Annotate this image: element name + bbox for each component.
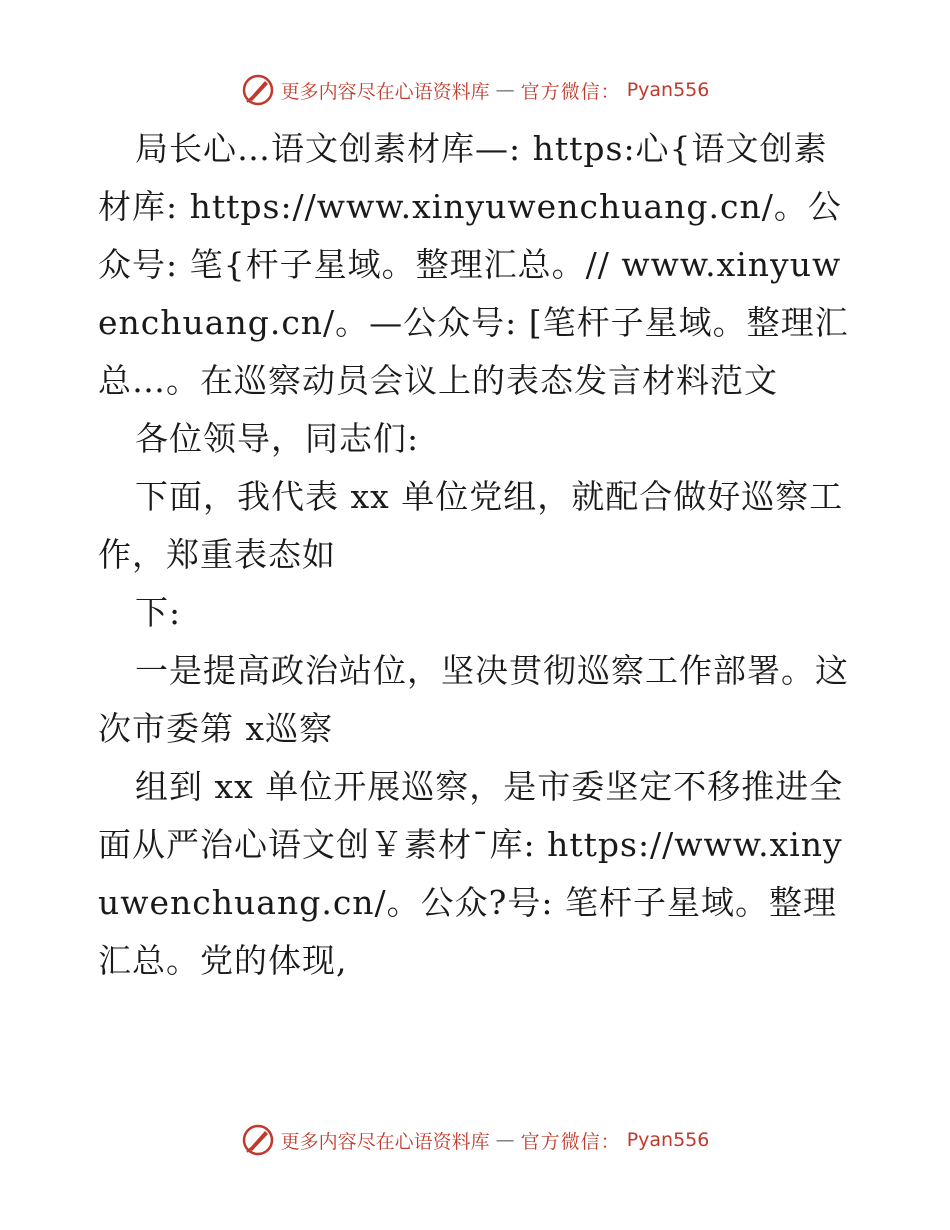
- paragraph-title: 局长心…语文创素材库—: https:心{语文创素材库: https://www.xinyuwenchuang.cn/。公众号: 笔{杆子星域。整理汇总。// www.xinyuwenchuang.cn/。—公众号: [笔杆子星域。整理汇总…。在巡察动员会议上的表态发言材料范文: [98, 129, 849, 400]
- quill-logo-icon: [241, 1123, 275, 1157]
- paragraph-point-one-cont: 组到 xx 单位开展巡察，是市委坚定不移推进全面从严治心语文创￥素材¯库: https://www.xinyuwenchuang.cn/。公众?号: 笔杆子星域。整理汇总。党的体现,: [98, 767, 844, 980]
- header-banner: [0, 70, 950, 110]
- banner-wechat-id: Pyan556: [626, 79, 710, 101]
- banner-separator: —: [495, 1129, 515, 1151]
- paragraph-salutation: 各位领导，同志们:: [135, 419, 420, 458]
- banner-separator: —: [495, 79, 515, 101]
- paragraph-point-one: 一是提高政治站位，坚决贯彻巡察工作部署。这次市委第 x巡察: [98, 651, 849, 748]
- document-body: [98, 120, 853, 990]
- paragraph-intro-end: 下:: [135, 593, 182, 632]
- banner-site-name: 更多内容尽在心语资料库: [280, 80, 490, 103]
- banner-wechat-label: 官方微信：: [520, 1130, 621, 1153]
- banner-wechat-label: 官方微信：: [520, 80, 621, 103]
- footer-banner: [0, 1120, 950, 1160]
- banner-site-name: 更多内容尽在心语资料库: [280, 1130, 490, 1153]
- paragraph-intro: 下面，我代表 xx 单位党组，就配合做好巡察工作，郑重表态如: [98, 477, 844, 574]
- banner-wechat-id: Pyan556: [626, 1129, 710, 1151]
- quill-logo-icon: [241, 73, 275, 107]
